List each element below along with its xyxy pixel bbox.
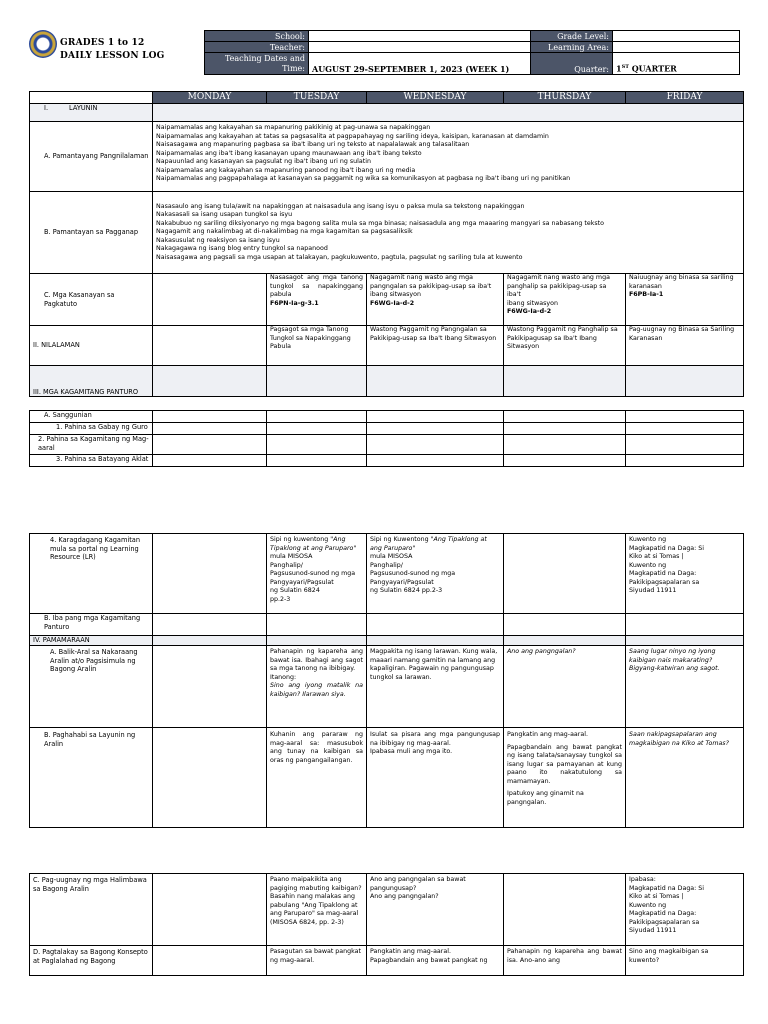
kasanayan-wednesday: Nagagamit nang wasto ang mga pangngalan sa pakikipag-usap sa iba't ibang sitwasyon F6WG-Ia-d-2 [367,274,504,326]
dll-table-page3 [29,873,744,976]
day-monday: MONDAY [153,92,267,104]
nilalaman-friday: Pag-uugnay ng Binasa sa Sariling Karanasan [626,326,744,366]
day-tuesday: TUESDAY [267,92,367,104]
dll-table-sanggunian [29,410,744,467]
karagdagang-kagamitan-label: 4. Karagdagang Kagamitan mula sa portal ng Learning Resource (LR) [30,534,153,614]
pagtalakay-wednesday: Pangkatin ang mag-aaral. Papagbandain ang bawat pangkat ng [367,946,504,976]
nilalaman-tuesday: Pagsagot sa mga Tanong Tungkol sa Napakinggang Pabula [267,326,367,366]
balik-aral-label: A. Balik-Aral sa Nakaraang Aralin at/o Pagsisimula ng Bagong Aralin [30,646,153,728]
batayang-aklat-label: 3. Pahina sa Batayang Aklat [30,455,153,467]
balik-aral-wednesday: Magpakita ng isang larawan. Kung wala, maaari namang gamitin na lamang ang kapaligiran. Pagawain ng pangungusap tungkol sa larawan. [367,646,504,728]
pagtalakay-label: D. Pagtalakay sa Bagong Konsepto at Paglalahad ng Bagong [30,946,153,976]
pamantayan-pagganap-label: B. Pamantayan sa Pagganap [30,192,153,274]
paghahabi-wednesday: Isulat sa pisara ang mga pangungusap na ibibigay ng mag-aaral. Ipabasa muli ang mga ito. [367,728,504,828]
balik-aral-thursday: Ano ang pangngalan? [504,646,626,728]
paghahabi-label: B. Paghahabi sa Layunin ng Aralin [30,728,153,828]
header-info-table [204,30,740,75]
kasanayan-tuesday: Nasasagot ang mga tanong tungkol sa napakinggang pabula F6PN-Ia-g-3.1 [267,274,367,326]
day-wednesday: WEDNESDAY [367,92,504,104]
karagdagan-friday: Kuwento ng Magkapatid na Daga: Si Kiko at si Tomas | Kuwento ng Magkapatid na Daga: Pakikipagsapalaran sa Siyudad 11911 [626,534,744,614]
nilalaman-wednesday: Wastong Paggamit ng Pangngalan sa Pakikipag-usap sa Iba't Ibang Sitwasyon [367,326,504,366]
pamantayang-pangnilalaman-text: Naipamamalas ang kakayahan sa mapanuring pakikinig at pag-unawa sa napakinggan Naipamamalas ang kakayahan at tatas sa pagsasalita at pagpapahayag ng sariling ideya, kaisipan, karanasan at damdamin Naisasagawa ang mapanuring pagbasa sa iba't ibang uri ng teksto at napalalawak ang talasalitaan Naipamamalas ang iba't ibang kasanayan upang maunawaan ang iba't ibang teksto Napauunlad ang kasanayan sa pagsulat ng iba't ibang uri ng sulatin Naipamamalas ang kakayahan sa mapanuring panood ng iba't ibang uri ng media Naipamamalas ang pagpapahalaga at kasanayan sa paggamit ng wika sa komunikasyon at pagbasa ng iba't ibang uri ng panitikan [153,122,744,192]
teacher-value [309,42,531,53]
kagamitang-panturo-label: III. MGA KAGAMITANG PANTURO [30,366,153,397]
deped-seal-logo [29,30,57,58]
quarter-label: Quarter: [531,53,613,75]
pag-uugnay-wednesday: Ano ang pangngalan sa bawat pangungusap? Ano ang pangngalan? [367,874,504,946]
sanggunian-label: A. Sanggunian [30,411,153,423]
school-label: School: [205,31,309,42]
section-layunin: I. LAYUNIN [30,104,153,122]
nilalaman-label: II. NILALAMAN [30,326,153,366]
pagtalakay-thursday: Pahanapin ng kapareha ang bawat isa. Ano-ano ang [504,946,626,976]
balik-aral-tuesday: Pahanapin ng kapareha ang bawat isa. Ibahagi ang sagot sa mga tanong na ibibigay. Itanong: Sino ang iyong matalik na kaibigan? Ilarawan siya. [267,646,367,728]
gabay-guro-label: 1. Pahina sa Gabay ng Guro [30,423,153,435]
form-title-line2: DAILY LESSON LOG [60,51,165,61]
teacher-label: Teacher: [205,42,309,53]
quarter-value: 1ST QUARTER [613,53,740,75]
dll-table-page2 [29,533,744,828]
pamantayang-pangnilalaman-label: A. Pamantayang Pangnilalaman [30,122,153,192]
teaching-dates-label: Teaching Dates and Time: [205,53,309,75]
learning-area-label: Learning Area: [531,42,613,53]
paghahabi-thursday: Pangkatin ang mag-aaral. Papagbandain ang bawat pangkat ng isang talata/sanaysay tungkol sa isang lugar sa pamayanan at kung paano ito nakatutulong sa mamamayan. Ipatukoy ang ginamit na pangngalan. [504,728,626,828]
iba-pang-kagamitan-label: B. Iba pang mga Kagamitang Panturo [30,614,153,636]
kagamitang-mag-aaral-label: 2. Pahina sa Kagamitang ng Mag-aaral [30,435,153,455]
teaching-dates-value: AUGUST 29-SEPTEMBER 1, 2023 (WEEK 1) [309,53,531,75]
karagdagan-tuesday: Sipi ng kuwentong "Ang Tipaklong at ang Paruparo" mula MISOSA Panghalip/ Pagsusunod-sunod ng mga Pangyayari/Pagsulat ng Sulatin 6824 pp.2-3 [267,534,367,614]
pamamaraan-label: IV. PAMAMARAAN [30,636,153,646]
karagdagan-wednesday: Sipi ng Kuwentong "Ang Tipaklong at ang Paruparo" mula MISOSA Panghalip/ Pagsusunod-sunod ng mga Pangyayari/Pagsulat ng Sulatin 6824 pp.2-3 [367,534,504,614]
pamantayan-pagganap-text: Nasasaulo ang isang tula/awit na napakinggan at naisasadula ang isang isyu o paksa mula sa tekstong napakinggan Nakasasali sa isang usapan tungkol sa isyu Nakabubuo ng sariling diksiyonaryo ng mga bagong salita mula sa mga binasa; naisasadula ang mga maaaring mangyari sa nabasang teksto Nagagamit ang nakalimbag at di-nakalimbag na mga kagamitan sa pagsasaliksik Nakasusulat ng reaksiyon sa isang isyu Nakagagawa ng isang blog entry tungkol sa napanood Naisasagawa ang pagsali sa mga usapan at talakayan, pagkukuwento, pagtula, pagsulat ng sariling tula at kuwento [153,192,744,274]
day-thursday: THURSDAY [504,92,626,104]
dll-table-page1 [29,91,744,397]
grade-level-label: Grade Level: [531,31,613,42]
kasanayan-friday: Naiuugnay ang binasa sa sariling karanasan F6PB-Ia-1 [626,274,744,326]
kasanayan-thursday: Nagagamit nang wasto ang mga panghalip sa pakikipag-usap sa iba't ibang sitwasyon F6WG-Ia-d-2 [504,274,626,326]
nilalaman-thursday: Wastong Paggamit ng Panghalip sa Pakikipagusap sa Iba't Ibang Sitwasyon [504,326,626,366]
form-title-line1: GRADES 1 to 12 [60,38,145,48]
day-friday: FRIDAY [626,92,744,104]
paghahabi-friday: Saan nakipagsapalaran ang magkaibigan na Kiko at Tomas? [626,728,744,828]
kasanayan-pagkatuto-label: C. Mga Kasanayan sa Pagkatuto [30,274,153,326]
pag-uugnay-tuesday: Paano maipakikita ang pagiging mabuting kaibigan? Basahin nang malakas ang pabulang "Ang Tipaklong at ang Paruparo" sa mag-aaral (MISOSA 6824, pp. 2-3) [267,874,367,946]
pag-uugnay-friday: Ipabasa: Magkapatid na Daga: Si Kiko at si Tomas | Kuwento ng Magkapatid na Daga: Pakikipagsapalaran sa Siyudad 11911 [626,874,744,946]
learning-area-value [613,42,740,53]
school-value [309,31,531,42]
balik-aral-friday: Saang lugar ninyo ng iyong kaibigan nais makarating? Bigyang-katwiran ang sagot. [626,646,744,728]
grade-level-value [613,31,740,42]
paghahabi-tuesday: Kuhanin ang pararaw ng mag-aaral sa: masusubok ang tunay na kaibigan sa oras ng pangangailangan. [267,728,367,828]
pag-uugnay-label: C. Pag-uugnay ng mga Halimbawa sa Bagong Aralin [30,874,153,946]
pagtalakay-friday: Sino ang magkaibigan sa kuwento? [626,946,744,976]
pagtalakay-tuesday: Pasagutan sa bawat pangkat ng mag-aaral. [267,946,367,976]
